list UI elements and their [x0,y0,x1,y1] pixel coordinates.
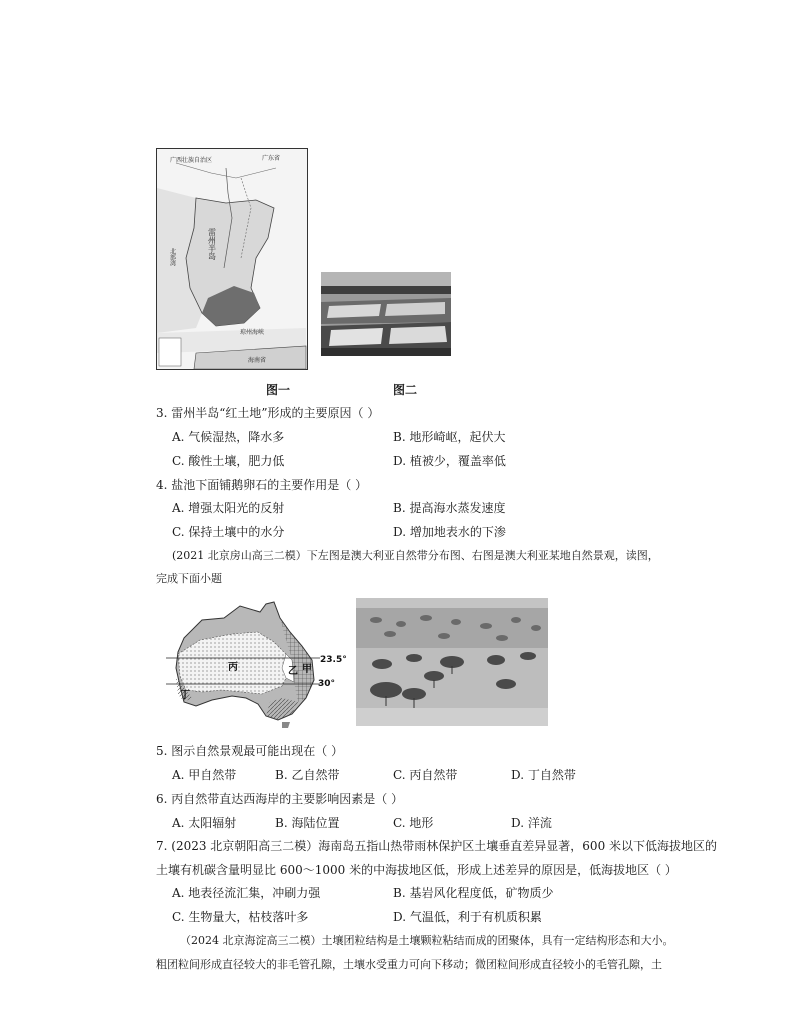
leizhou-map-svg [156,148,308,370]
leizhou-map [156,148,308,370]
australia-map-svg [162,598,352,728]
question-7-line2: 土壤有机碳含量明显比 600～1000 米的中海拔地区低，形成上述差异的原因是，低海拔地区（ ） [156,863,677,877]
savanna-photo [356,598,548,726]
zone-jia-label: 甲 [302,664,312,675]
guangxi-label: 广西壮族自治区 [170,157,213,164]
q3-option-b[interactable]: B. 地形崎岖，起伏大 [393,430,506,444]
q5-option-c[interactable]: C. 丙自然带 [393,768,458,782]
q6-option-a[interactable]: A. 太阳辐射 [172,816,237,830]
source-2024-line1: （2024 北京海淀高三二模）土壤团粒结构是土壤颗粒粘结而成的团聚体，具有一定结构形态和大小。 [180,934,674,947]
q5-option-b[interactable]: B. 乙自然带 [275,768,340,782]
q7-option-c[interactable]: C. 生物量大，枯枝落叶多 [172,910,309,924]
fig1-caption: 图一 [266,383,291,397]
q7-option-b[interactable]: B. 基岩风化程度低，矿物质少 [393,886,554,900]
gulf-label: 北部湾 [168,248,176,266]
zone-ding-label: 丁 [180,690,190,701]
question-5: 5. 图示自然景观最可能出现在（ ） [156,744,344,758]
q4-option-d[interactable]: D. 增加地表水的下渗 [393,525,506,539]
strait-label: 琼州海峡 [240,329,265,336]
lat-23-5-label: 23.5° [320,655,347,665]
q3-option-c[interactable]: C. 酸性土壤，肥力低 [172,454,285,468]
source-2021-line2: 完成下面小题 [156,572,222,585]
q4-option-b[interactable]: B. 提高海水蒸发速度 [393,501,506,515]
zone-bing-label: 丙 [228,662,238,673]
lat-30-label: 30° [318,679,336,689]
q7-option-a[interactable]: A. 地表径流汇集，冲刷力强 [172,886,321,900]
salt-pan-photo-svg [321,272,451,356]
question-3: 3. 雷州半岛“红土地”形成的主要原因（ ） [156,406,380,420]
savanna-photo-svg [356,598,548,726]
q4-option-c[interactable]: C. 保持土壤中的水分 [172,525,285,539]
guangdong-label: 广东省 [262,155,281,162]
q4-option-a[interactable]: A. 增强太阳光的反射 [172,501,285,515]
q5-option-a[interactable]: A. 甲自然带 [172,768,237,782]
q7-option-d[interactable]: D. 气温低，利于有机质积累 [393,910,542,924]
salt-pan-photo [321,272,451,356]
source-2021-line1: (2021 北京房山高三二模）下左图是澳大利亚自然带分布图、右图是澳大利亚某地自然景观，读图， [172,549,659,562]
hainan-label: 海南省 [248,357,267,364]
peninsula-label: 雷州半岛 [207,228,217,260]
q3-option-d[interactable]: D. 植被少，覆盖率低 [393,454,506,468]
q6-option-b[interactable]: B. 海陆位置 [275,816,340,830]
source-2024-line2: 粗团粒间形成直径较大的非毛管孔隙，土壤水受重力可向下移动；微团粒间形成直径较小的毛管孔隙，土 [156,958,662,971]
zone-yi-label: 乙 [288,666,298,677]
question-7-line1: 7. (2023 北京朝阳高三二模）海南岛五指山热带雨林保护区土壤垂直差异显著，600 米以下低海拔地区的 [156,839,718,853]
australia-map [162,598,352,728]
question-6: 6. 丙自然带直达西海岸的主要影响因素是（ ） [156,792,404,806]
q6-option-c[interactable]: C. 地形 [393,816,434,830]
q5-option-d[interactable]: D. 丁自然带 [511,768,576,782]
question-4: 4. 盐池下面铺鹅卵石的主要作用是（ ） [156,478,368,492]
q6-option-d[interactable]: D. 洋流 [511,816,552,830]
fig2-caption: 图二 [393,383,418,397]
q3-option-a[interactable]: A. 气候湿热，降水多 [172,430,285,444]
